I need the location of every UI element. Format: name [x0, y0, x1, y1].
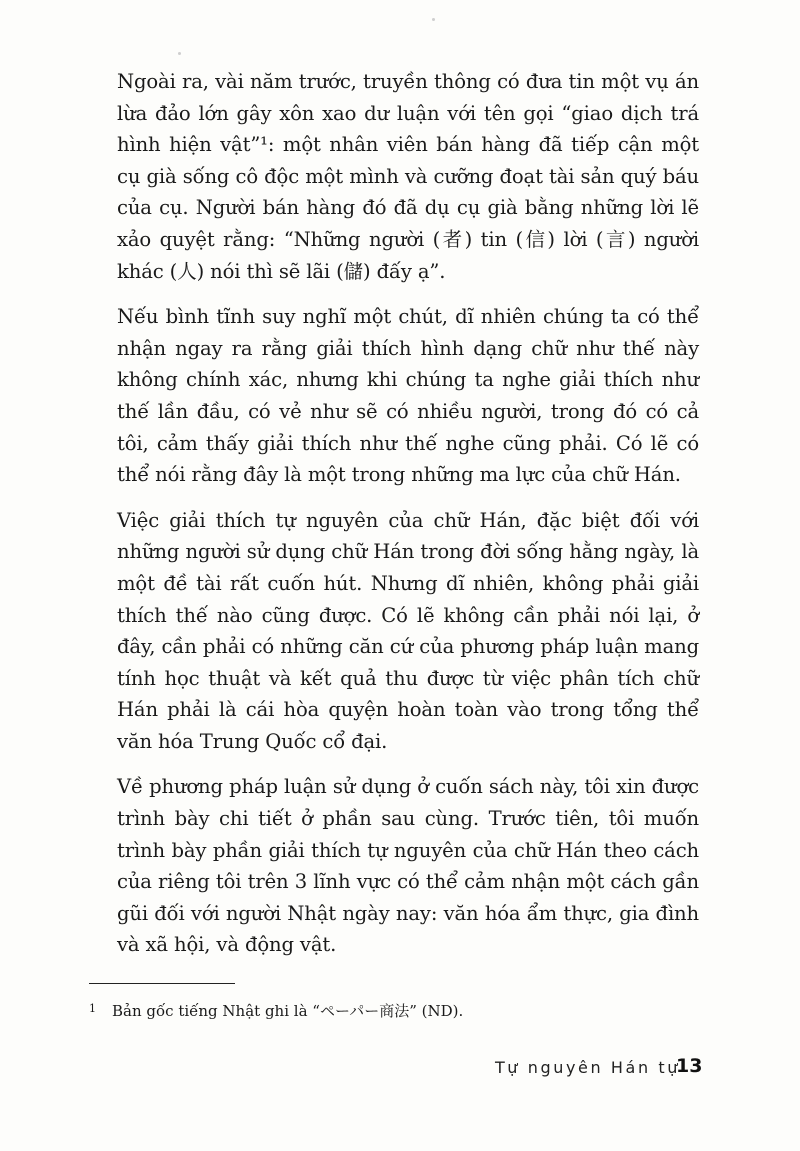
paragraph-1: Ngoài ra, vài năm trước, truyền thông có đưa tin một vụ án lừa đảo lớn gây xôn xao dư luận với tên gọi “giao dịch trá hình hiện vật”¹: một nhân viên bán hàng đã tiếp cận một cụ già sống cô độc một mình và cưỡng đoạt tài sản quý báu của cụ. Người bán hàng đó đã dụ cụ già bằng những lời lẽ xảo quyệt rằng: “Những người (者) tin (信) lời (言) người khác (人) nói thì sẽ lãi (儲) đấy ạ”.	[117, 70, 699, 283]
page-number: 13	[676, 1055, 703, 1077]
body-text	[117, 66, 699, 975]
footnote-divider	[89, 983, 235, 984]
footnote-number: 1	[89, 1002, 96, 1015]
paragraph-3: Việc giải thích tự nguyên của chữ Hán, đặc biệt đối với những người sử dụng chữ Hán trong đời sống hằng ngày, là một đề tài rất cuốn hút. Nhưng dĩ nhiên, không phải giải thích thế nào cũng được. Có lẽ không cần phải nói lại, ở đây, cần phải có những căn cứ của phương pháp luận mang tính học thuật và kết quả thu được từ việc phân tích chữ Hán phải là cái hòa quyện hoàn toàn vào trong tổng thể văn hóa Trung Quốc cổ đại.	[117, 508, 699, 753]
footnote	[89, 998, 709, 1022]
footnote-text: Bản gốc tiếng Nhật ghi là “ペーパー商法” (ND).	[112, 1002, 464, 1020]
paper-speck	[432, 18, 435, 21]
paragraph-2: Nếu bình tĩnh suy nghĩ một chút, dĩ nhiên chúng ta có thể nhận ngay ra rằng giải thích hình dạng chữ như thế này không chính xác, nhưng khi chúng ta nghe giải thích như thế lần đầu, có vẻ như sẽ có nhiều người, trong đó có cả tôi, cảm thấy giải thích như thế nghe cũng phải. Có lẽ có thể nói rằng đây là một trong những ma lực của chữ Hán.	[117, 305, 699, 487]
running-title: Tự nguyên Hán tự	[494, 1058, 680, 1077]
paragraph-4: Về phương pháp luận sử dụng ở cuốn sách này, tôi xin được trình bày chi tiết ở phần sau cùng. Trước tiên, tôi muốn trình bày phần giải thích tự nguyên của chữ Hán theo cách của riêng tôi trên 3 lĩnh vực có thể cảm nhận một cách gần gũi đối với người Nhật ngày nay: văn hóa ẩm thực, gia đình và xã hội, và động vật.	[117, 775, 699, 957]
paper-speck	[178, 52, 181, 55]
